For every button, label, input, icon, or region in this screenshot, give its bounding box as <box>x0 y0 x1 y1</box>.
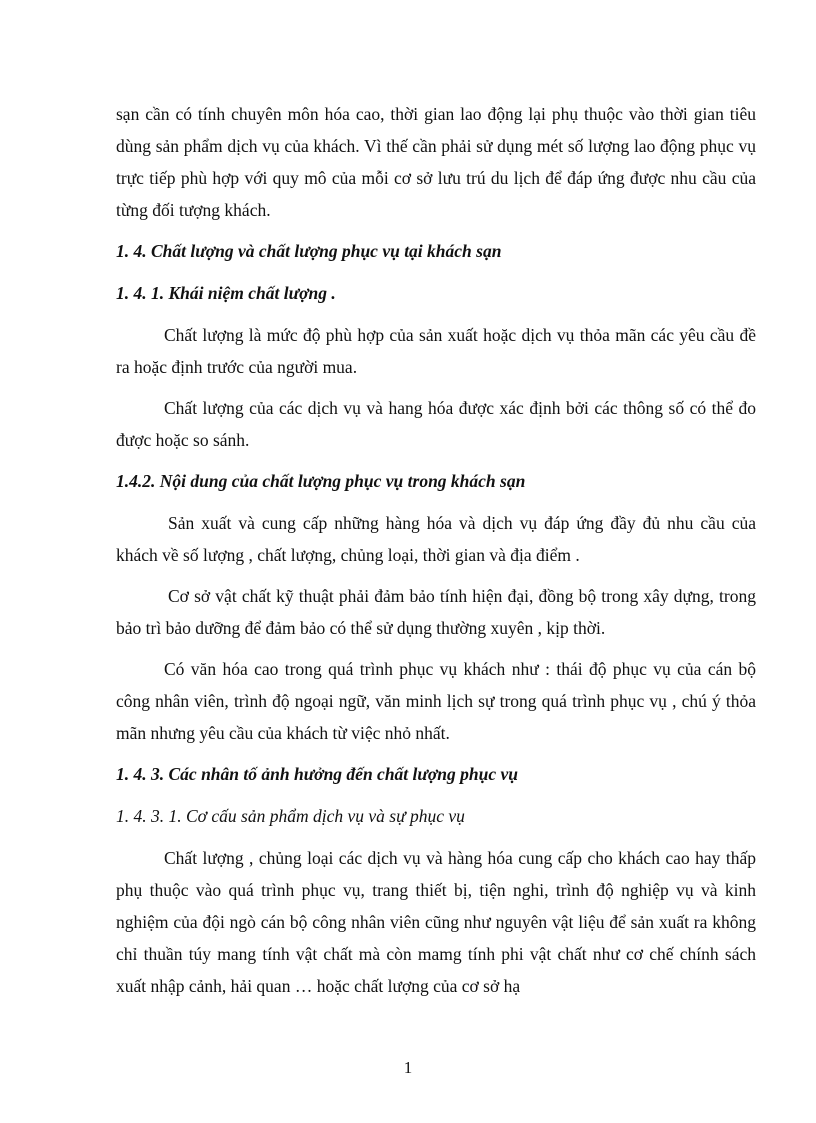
paragraph-1-4-2-b: Cơ sở vật chất kỹ thuật phải đảm bảo tính hiện đại, đồng bộ trong xây dựng, trong bảo trì bảo dưỡng để đảm bảo có thể sử dụng thường xuyên , kịp thời. <box>116 586 756 638</box>
heading-1-4-3-1: 1. 4. 3. 1. Cơ cấu sản phẩm dịch vụ và sự phục vụ <box>116 806 465 826</box>
paragraph-1-4-3-1: Chất lượng , chủng loại các dịch vụ và hàng hóa cung cấp cho khách cao hay thấp phụ thuộc vào quá trình phục vụ, trang thiết bị, tiện nghi, trình độ nghiệp vụ và kinh nghiệm của đội ngò cán bộ công nhân viên cũng như nguyên vật liệu để sản xuất ra không chỉ thuần túy mang tính vật chất mà còn mamg tính phi vật chất như cơ chế chính sách xuất nhập cảnh, hải quan … hoặc chất lượng của cơ sở hạ <box>116 848 756 996</box>
heading-1-4-1: 1. 4. 1. Khái niệm chất lượng . <box>116 283 336 303</box>
heading-1-4-3: 1. 4. 3. Các nhân tố ảnh hưởng đến chất lượng phục vụ <box>116 764 518 784</box>
page-number: 1 <box>403 1058 413 1077</box>
document-body <box>116 98 756 1011</box>
paragraph-1-4-2-c: Có văn hóa cao trong quá trình phục vụ khách như : thái độ phục vụ của cán bộ công nhân viên, trình độ ngoại ngữ, văn minh lịch sự trong quá trình phục vụ , chú ý thỏa mãn nhưng yêu cầu của khách từ việc nhỏ nhất. <box>116 659 756 743</box>
heading-1-4-2: 1.4.2. Nội dung của chất lượng phục vụ trong khách sạn <box>116 471 526 491</box>
paragraph-1-4-1-a: Chất lượng là mức độ phù hợp của sản xuất hoặc dịch vụ thỏa mãn các yêu cầu đề ra hoặc định trước của người mua. <box>116 325 756 377</box>
heading-1-4: 1. 4. Chất lượng và chất lượng phục vụ tại khách sạn <box>116 241 502 261</box>
paragraph-1-4-2-a: Sản xuất và cung cấp những hàng hóa và dịch vụ đáp ứng đầy đủ nhu cầu của khách về số lượng , chất lượng, chủng loại, thời gian và địa điểm . <box>116 513 756 565</box>
paragraph-1-4-1-b: Chất lượng của các dịch vụ và hang hóa được xác định bởi các thông số có thể đo được hoặc so sánh. <box>116 398 756 450</box>
intro-paragraph: sạn cần có tính chuyên môn hóa cao, thời gian lao động lại phụ thuộc vào thời gian tiêu dùng sản phẩm dịch vụ của khách. Vì thế cần phải sử dụng mét số lượng lao động phục vụ trực tiếp phù hợp với quy mô của mỗi cơ sở lưu trú du lịch để đáp ứng được nhu cầu của từng đối tượng khách. <box>116 104 756 220</box>
